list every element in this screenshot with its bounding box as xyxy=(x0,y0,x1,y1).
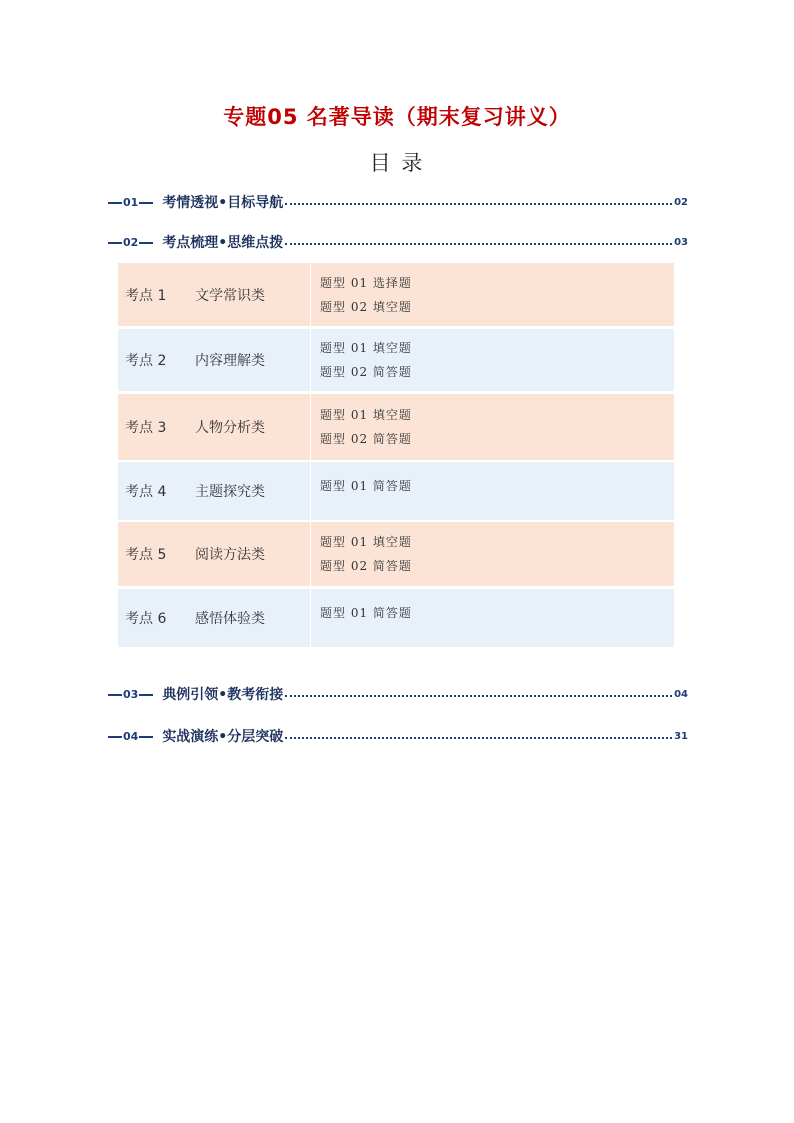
toc-number: 03 xyxy=(107,688,154,701)
exam-point-label: 考点 5 xyxy=(125,547,167,563)
exam-point-label: 考点 6 xyxy=(125,611,167,627)
exam-point-cell xyxy=(118,263,310,326)
toc-heading: 目 录 xyxy=(369,151,425,175)
question-type-item[interactable]: 题型 01 简答题 xyxy=(320,606,412,620)
toc-leader-dots xyxy=(285,243,672,245)
question-types-cell xyxy=(311,263,674,326)
question-types-cell xyxy=(311,462,674,520)
exam-point-name: 阅读方法类 xyxy=(195,547,265,563)
question-type-item[interactable]: 题型 02 填空题 xyxy=(320,299,412,314)
exam-point-cell xyxy=(118,522,310,586)
question-type-item[interactable]: 题型 01 选择题 xyxy=(320,275,412,290)
toc-entry-03[interactable] xyxy=(107,684,688,704)
question-types-cell xyxy=(311,589,674,647)
exam-point-cell xyxy=(118,589,310,647)
question-types-cell xyxy=(311,522,674,586)
exam-point-cell xyxy=(118,394,310,460)
toc-entry-title: 考点梳理•思维点拨 xyxy=(162,235,284,251)
exam-point-label: 考点 2 xyxy=(125,353,167,369)
exam-point-name: 人物分析类 xyxy=(195,420,265,436)
exam-point-row xyxy=(118,522,674,586)
exam-point-label: 考点 3 xyxy=(125,420,167,436)
toc-leader-dots xyxy=(285,203,672,205)
exam-point-row xyxy=(118,329,674,391)
toc-number: 02 xyxy=(107,236,154,249)
exam-point-name: 文学常识类 xyxy=(195,287,265,304)
exam-point-row xyxy=(118,394,674,460)
toc-page-number: 02 xyxy=(674,196,688,208)
exam-point-cell xyxy=(118,329,310,391)
toc-entry-04[interactable] xyxy=(107,726,688,746)
toc-leader-dots xyxy=(285,737,672,739)
question-types-cell xyxy=(311,394,674,460)
question-type-item[interactable]: 题型 01 简答题 xyxy=(320,479,412,493)
toc-entry-02[interactable] xyxy=(107,232,688,252)
exam-point-row xyxy=(118,589,674,647)
question-type-item[interactable]: 题型 02 简答题 xyxy=(320,559,412,573)
question-type-item[interactable]: 题型 01 填空题 xyxy=(320,535,412,549)
exam-point-cell xyxy=(118,462,310,520)
question-types-cell xyxy=(311,329,674,391)
exam-point-name: 内容理解类 xyxy=(195,353,265,369)
question-type-item[interactable]: 题型 02 简答题 xyxy=(320,432,412,446)
toc-entry-title: 实战演练•分层突破 xyxy=(162,729,284,745)
toc-leader-dots xyxy=(285,695,672,697)
toc-entry-title: 典例引领•教考衔接 xyxy=(162,687,284,703)
toc-entry-01[interactable] xyxy=(107,192,688,212)
toc-page-number: 31 xyxy=(674,730,688,742)
exam-point-row xyxy=(118,263,674,326)
exam-point-row xyxy=(118,462,674,520)
document-title: 专题05 名著导读（期末复习讲义） xyxy=(223,105,571,129)
toc-page-number: 03 xyxy=(674,236,688,248)
question-type-item[interactable]: 题型 01 填空题 xyxy=(320,408,412,422)
exam-point-name: 感悟体验类 xyxy=(195,611,265,627)
question-type-item[interactable]: 题型 01 填空题 xyxy=(320,341,412,355)
toc-entry-title: 考情透视•目标导航 xyxy=(162,195,284,211)
toc-number: 01 xyxy=(107,196,154,209)
exam-point-label: 考点 1 xyxy=(125,287,167,304)
exam-point-label: 考点 4 xyxy=(125,484,167,500)
exam-point-name: 主题探究类 xyxy=(195,484,265,500)
toc-number: 04 xyxy=(107,730,154,743)
question-type-item[interactable]: 题型 02 简答题 xyxy=(320,365,412,379)
toc-page-number: 04 xyxy=(674,688,688,700)
